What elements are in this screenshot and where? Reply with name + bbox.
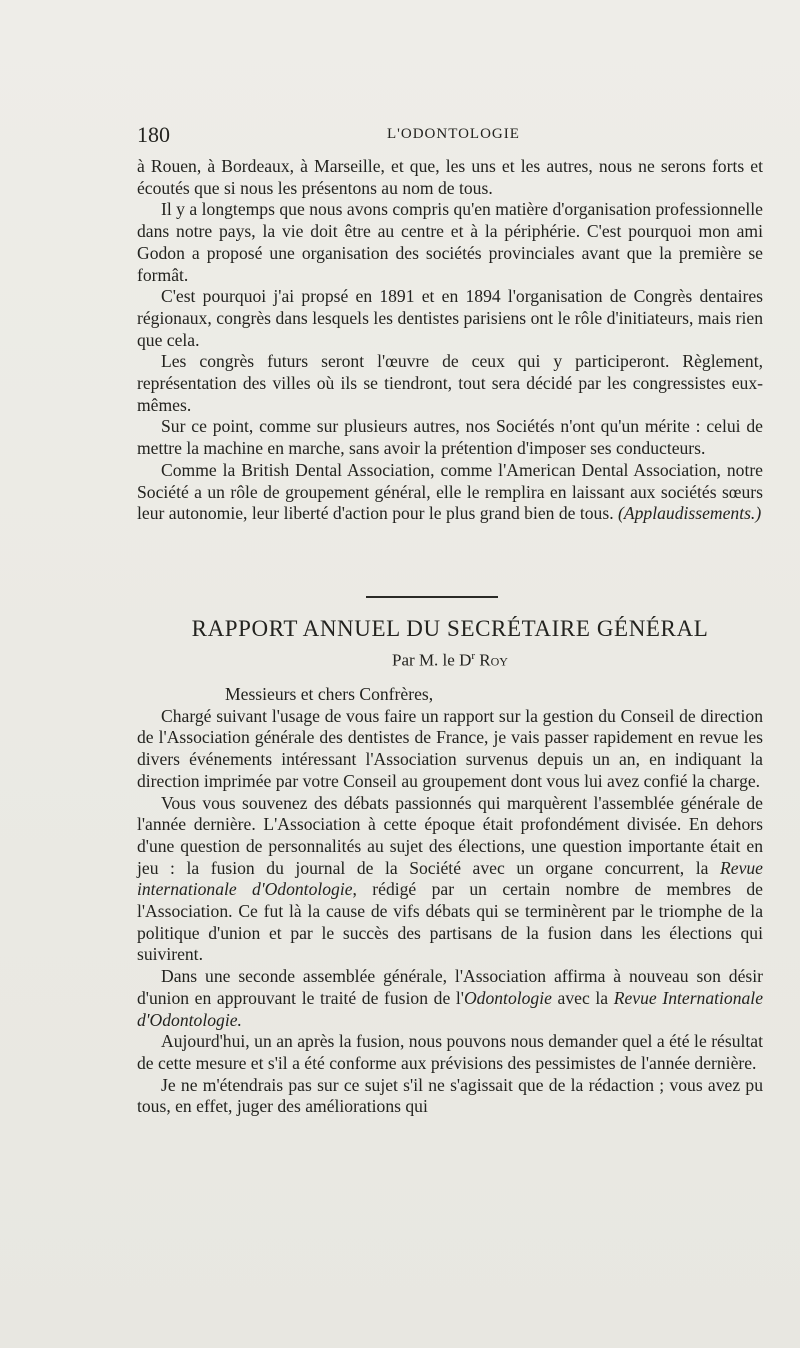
- paragraph-text: , rédigé par un certain nombre de membres de l'Association. Ce fut là la cause de vifs débats qui se terminèrent par le triomphe de la politique d'union et par le succès des partisans de la fusion dans les élections qui suivirent.: [137, 879, 763, 965]
- section-title: RAPPORT ANNUEL DU SECRÉTAIRE GÉNÉRAL: [191, 616, 709, 641]
- byline-author: Roy: [479, 650, 508, 670]
- body-text-part-1: [137, 156, 763, 525]
- paragraph: [137, 793, 763, 967]
- paragraph: Il y a longtemps que nous avons compris qu'en matière d'organisation professionnelle dans notre pays, la vie doit être au centre et à la périphérie. C'est pourquoi mon ami Godon a proposé une organisation des sociétés provinciales avant que la première se formât.: [137, 199, 763, 285]
- paragraph-text: avec la: [551, 987, 614, 1008]
- journal-title: Revue Internationale d'Odontologie.: [137, 987, 764, 1030]
- section-divider: [366, 596, 498, 598]
- paragraph: Sur ce point, comme sur plusieurs autres, nos Sociétés n'ont qu'un mérite : celui de mettre la machine en marche, sans avoir la prétention d'imposer ses conducteurs.: [137, 416, 763, 459]
- applause-note: (Applaudissements.): [618, 503, 762, 524]
- paragraph: C'est pourquoi j'ai propsé en 1891 et en 1894 l'organisation de Congrès dentaires régionaux, congrès dans lesquels les dentistes parisiens ont le rôle d'initiateurs, mais rien que cela.: [137, 286, 763, 350]
- paragraph: à Rouen, à Bordeaux, à Marseille, et que, les uns et les autres, nous ne serons forts et écoutés que si nous les présentons au nom de tous.: [137, 156, 763, 198]
- paragraph: Les congrès futurs seront l'œuvre de ceux qui y participeront. Règlement, représentation des villes où ils se tiendront, tout sera décidé par les congressistes eux-mêmes.: [137, 351, 763, 415]
- body-text-part-2: [137, 684, 763, 1118]
- byline-superscript: r: [471, 650, 476, 662]
- paragraph-text: Vous vous souvenez des débats passionnés qui marquèrent l'assemblée générale de l'année dernière. L'Association à cette époque était profondément divisée. En dehors d'une question de personnalités au sujet des élections, une question importante était en jeu : la fusion du journal de la Société avec un organe concurrent, la: [137, 792, 763, 878]
- journal-title: Revue internationale d'Odontologie: [137, 857, 763, 900]
- paragraph: Aujourd'hui, un an après la fusion, nous pouvons nous demander quel a été le résultat de cette mesure et s'il a été conforme aux prévisions des pessimistes de l'année dernière.: [137, 1031, 763, 1073]
- page-number: 180: [137, 122, 170, 147]
- paragraph-text: Comme la British Dental Association, comme l'American Dental Association, notre Société a un rôle de groupement général, elle le remplira en laissant aux sociétés sœurs leur autonomie, leur liberté d'action pour le plus grand bien de tous.: [137, 459, 763, 524]
- salutation: Messieurs et chers Confrères,: [225, 684, 434, 704]
- journal-title: Odontologie: [463, 987, 552, 1008]
- paragraph: Chargé suivant l'usage de vous faire un rapport sur la gestion du Conseil de direction de l'Association générale des dentistes de France, je vais passer rapidement en revue les divers événements intéressant l'Association survenus depuis un an, en indiquant la direction imprimée par votre Conseil au groupement dont vous lui avez confié la charge.: [137, 705, 763, 791]
- byline: [137, 650, 763, 671]
- paragraph: Je ne m'étendrais pas sur ce sujet s'il ne s'agissait que de la rédaction ; vous avez pu tous, en effet, juger des améliorations qui: [137, 1074, 763, 1117]
- running-title: L'ODONTOLOGIE: [387, 126, 520, 142]
- paragraph: [137, 460, 763, 525]
- paragraph-text: Dans une seconde assemblée générale, l'Association affirma à nouveau son désir d'union en approuvant le traité de fusion de l': [137, 966, 763, 1008]
- page-header: [137, 122, 763, 146]
- byline-prefix: Par M. le D: [392, 650, 472, 670]
- paragraph: [137, 966, 763, 1031]
